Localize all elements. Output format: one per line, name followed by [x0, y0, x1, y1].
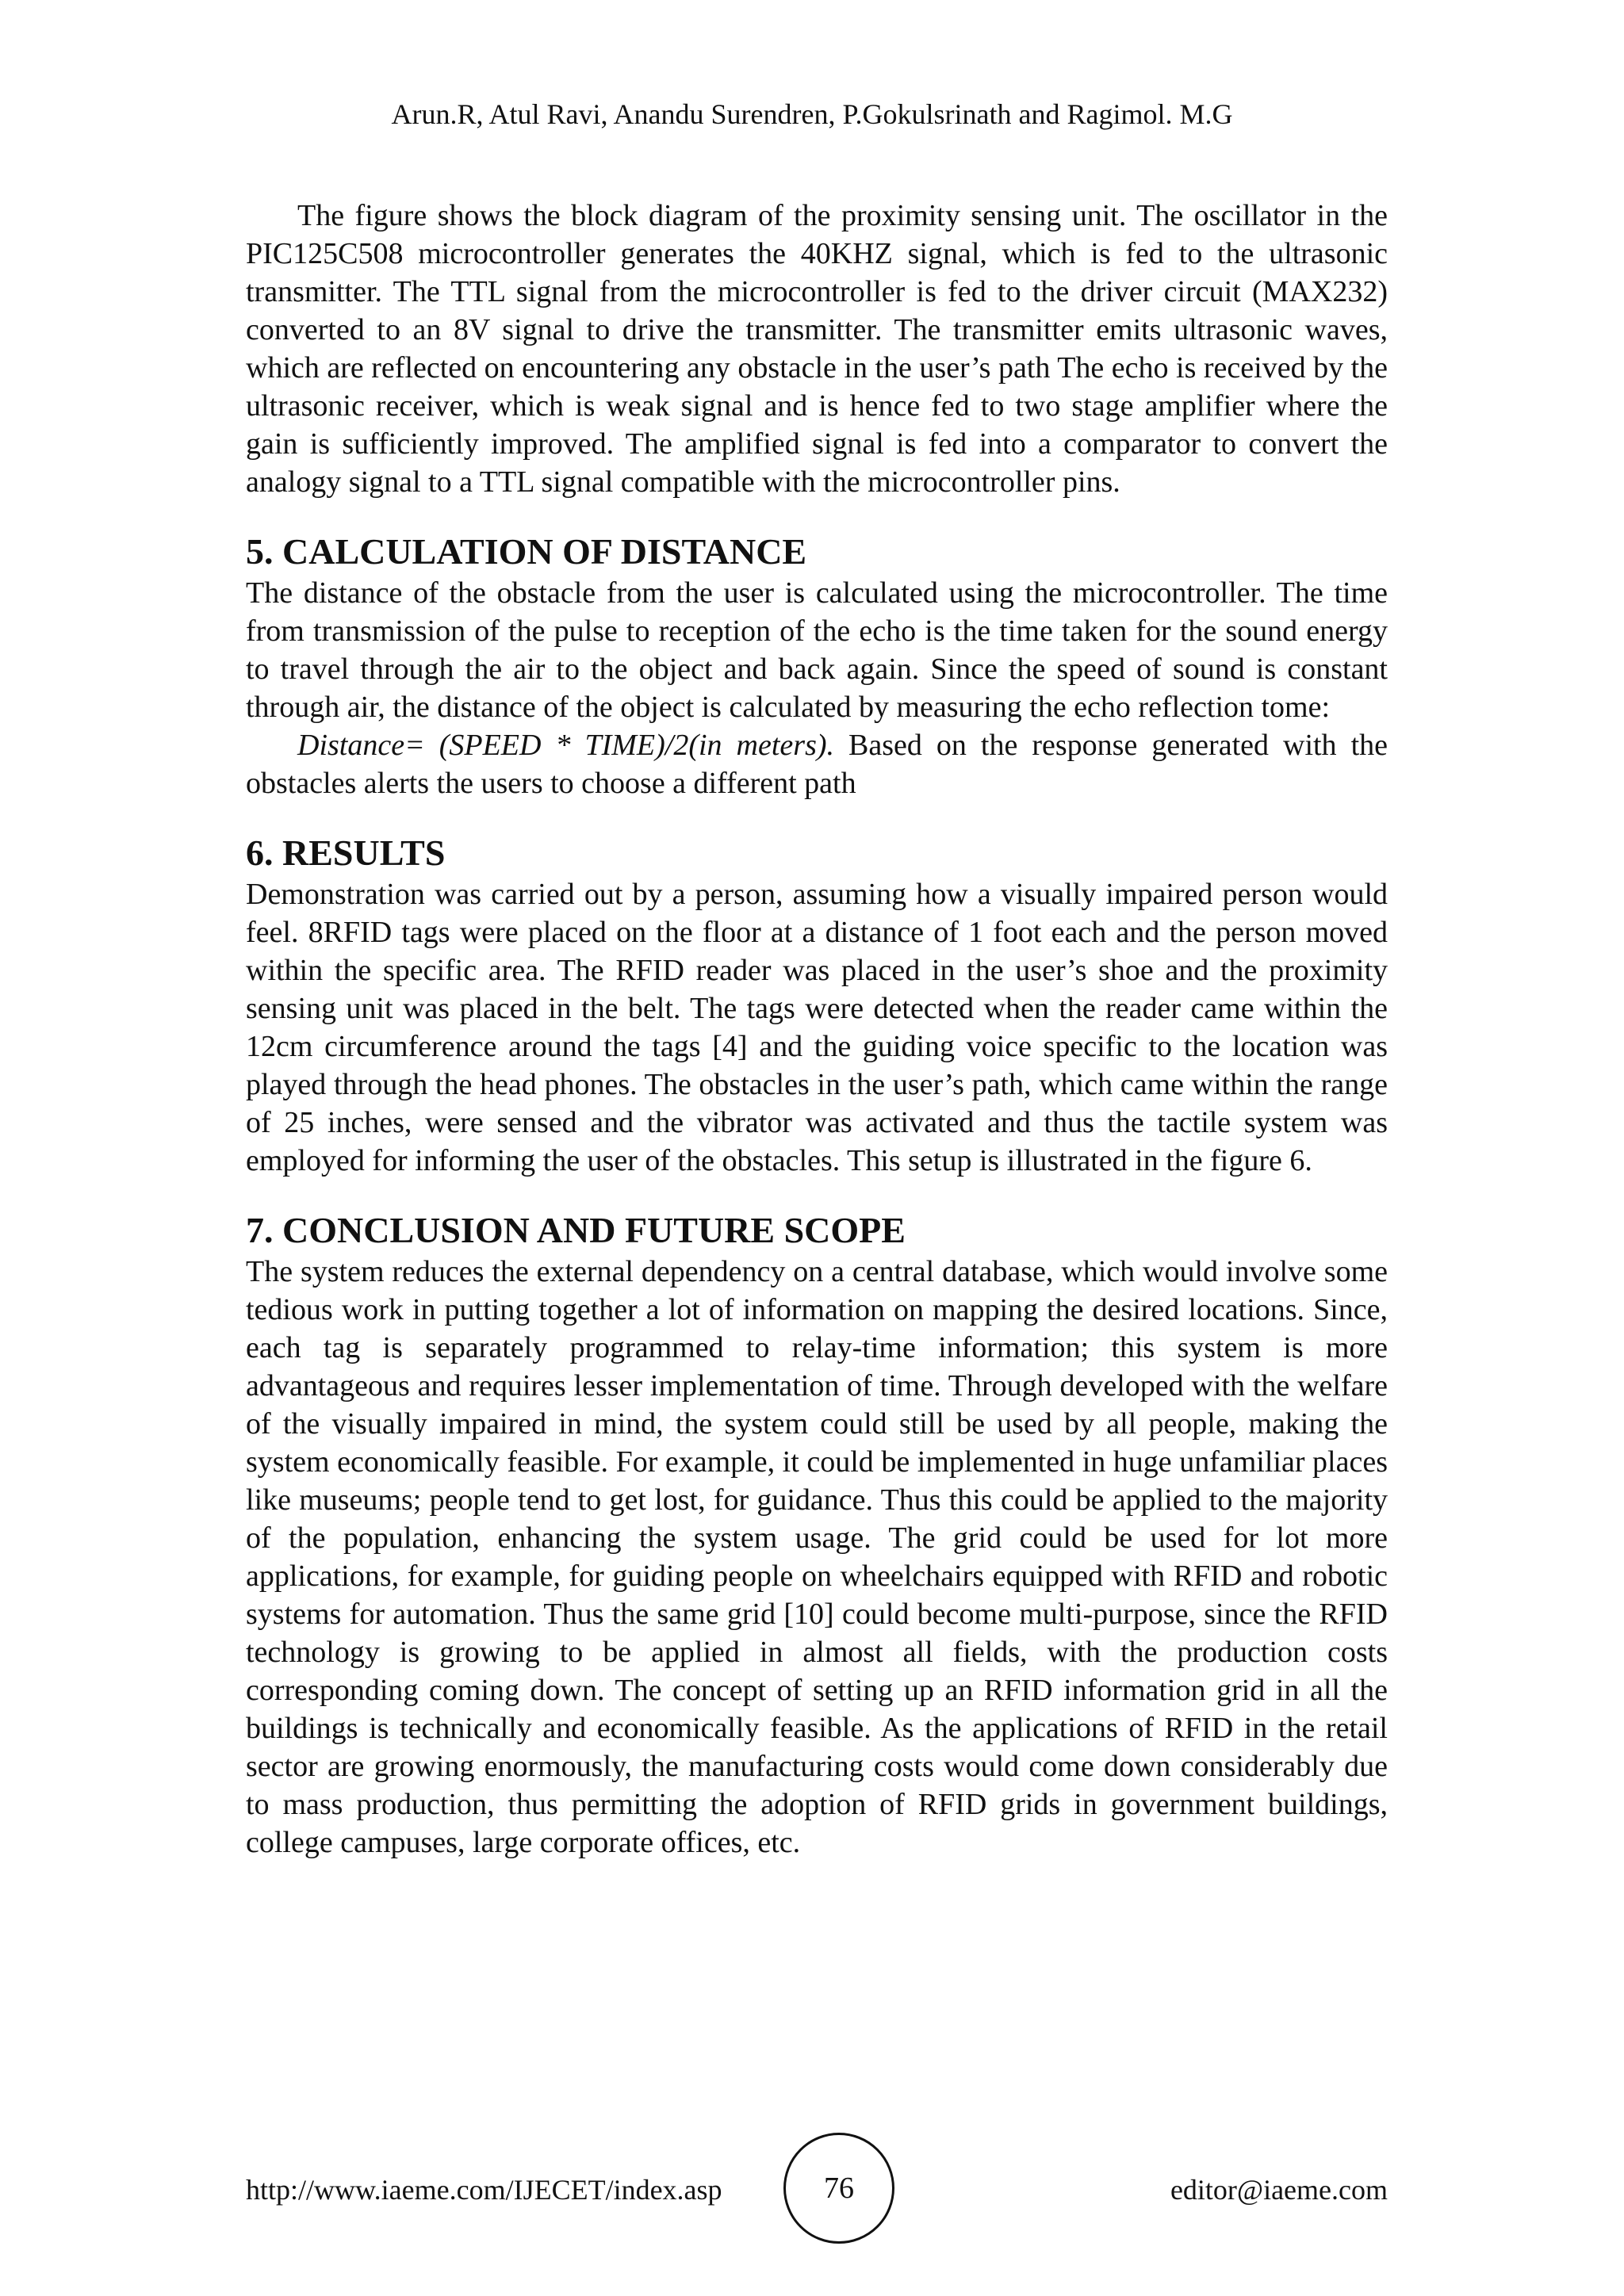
- page-number-badge: [783, 2133, 894, 2244]
- page-body: [246, 197, 1388, 1862]
- footer-email-link[interactable]: editor@iaeme.com: [1170, 2174, 1388, 2206]
- running-head: Arun.R, Atul Ravi, Anandu Surendren, P.Gokulsrinath and Ragimol. M.G: [391, 98, 1233, 130]
- section-conclusion-paragraph: The system reduces the external dependency on a central database, which would involve some tedious work in putting together a lot of information on mapping the desired locations. Since, each tag is separately programmed to relay-time information; this system is more advantageous and requires lesser implementation of time. Through developed with the welfare of the visually impaired in mind, the system could still be used by all people, making the system economically feasible. For example, it could be implemented in huge unfamiliar places like museums; people tend to get lost, for guidance. Thus this could be applied to the majority of the population, enhancing the system usage. The grid could be used for lot more applications, for example, for guiding people on wheelchairs equipped with RFID and robotic systems for automation. Thus the same grid [10] could become multi-purpose, since the RFID technology is growing to be applied in almost all fields, with the production costs corresponding coming down. The concept of setting up an RFID information grid in all the buildings is technically and economically feasible. As the applications of RFID in the retail sector are growing enormously, the manufacturing costs would come down considerably due to mass production, thus permitting the adoption of RFID grids in government buildings, college campuses, large corporate offices, etc.: [246, 1255, 1388, 1859]
- formula-paragraph: [246, 726, 1388, 802]
- section-heading-conclusion: 7. CONCLUSION AND FUTURE SCOPE: [246, 1210, 906, 1250]
- page-footer: [246, 2133, 1388, 2244]
- formula-followup: Based on the response generated with the obstacles alerts the users to choose a different path: [246, 729, 1388, 800]
- page-number: 76: [824, 2172, 854, 2205]
- footer-url-link[interactable]: http://www.iaeme.com/IJECET/index.asp: [246, 2174, 722, 2206]
- intro-paragraph: The figure shows the block diagram of the proximity sensing unit. The oscillator in the PIC125C508 microcontroller generates the 40KHZ signal, which is fed to the ultrasonic transmitter. The TTL signal from the microcontroller is fed to the driver circuit (MAX232) converted to an 8V signal to drive the transmitter. The transmitter emits ultrasonic waves, which are reflected on encountering any obstacle in the user’s path The echo is received by the ultrasonic receiver, which is weak signal and is hence fed to two stage amplifier where the gain is sufficiently improved. The amplified signal is fed into a comparator to convert the analogy signal to a TTL signal compatible with the microcontroller pins.: [246, 199, 1388, 499]
- section-heading-calculation: 5. CALCULATION OF DISTANCE: [246, 531, 807, 572]
- section-results-paragraph: Demonstration was carried out by a person, assuming how a visually impaired person would feel. 8RFID tags were placed on the floor at a distance of 1 foot each and the person moved within the specific area. The RFID reader was placed in the user’s shoe and the proximity sensing unit was placed in the belt. The tags were detected when the reader came within the 12cm circumference around the tags [4] and the guiding voice specific to the location was played through the head phones. The obstacles in the user’s path, which came within the range of 25 inches, were sensed and the vibrator was activated and thus the tactile system was employed for informing the user of the obstacles. This setup is illustrated in the figure 6.: [246, 878, 1388, 1177]
- section-heading-results: 6. RESULTS: [246, 832, 446, 873]
- section-calculation-paragraph: The distance of the obstacle from the user is calculated using the microcontroller. The time from transmission of the pulse to reception of the echo is the time taken for the sound energy to travel through the air to the object and back again. Since the speed of sound is constant through air, the distance of the object is calculated by measuring the echo reflection tome:: [246, 576, 1388, 724]
- distance-formula: Distance= (SPEED * TIME)/2(in meters).: [297, 729, 835, 762]
